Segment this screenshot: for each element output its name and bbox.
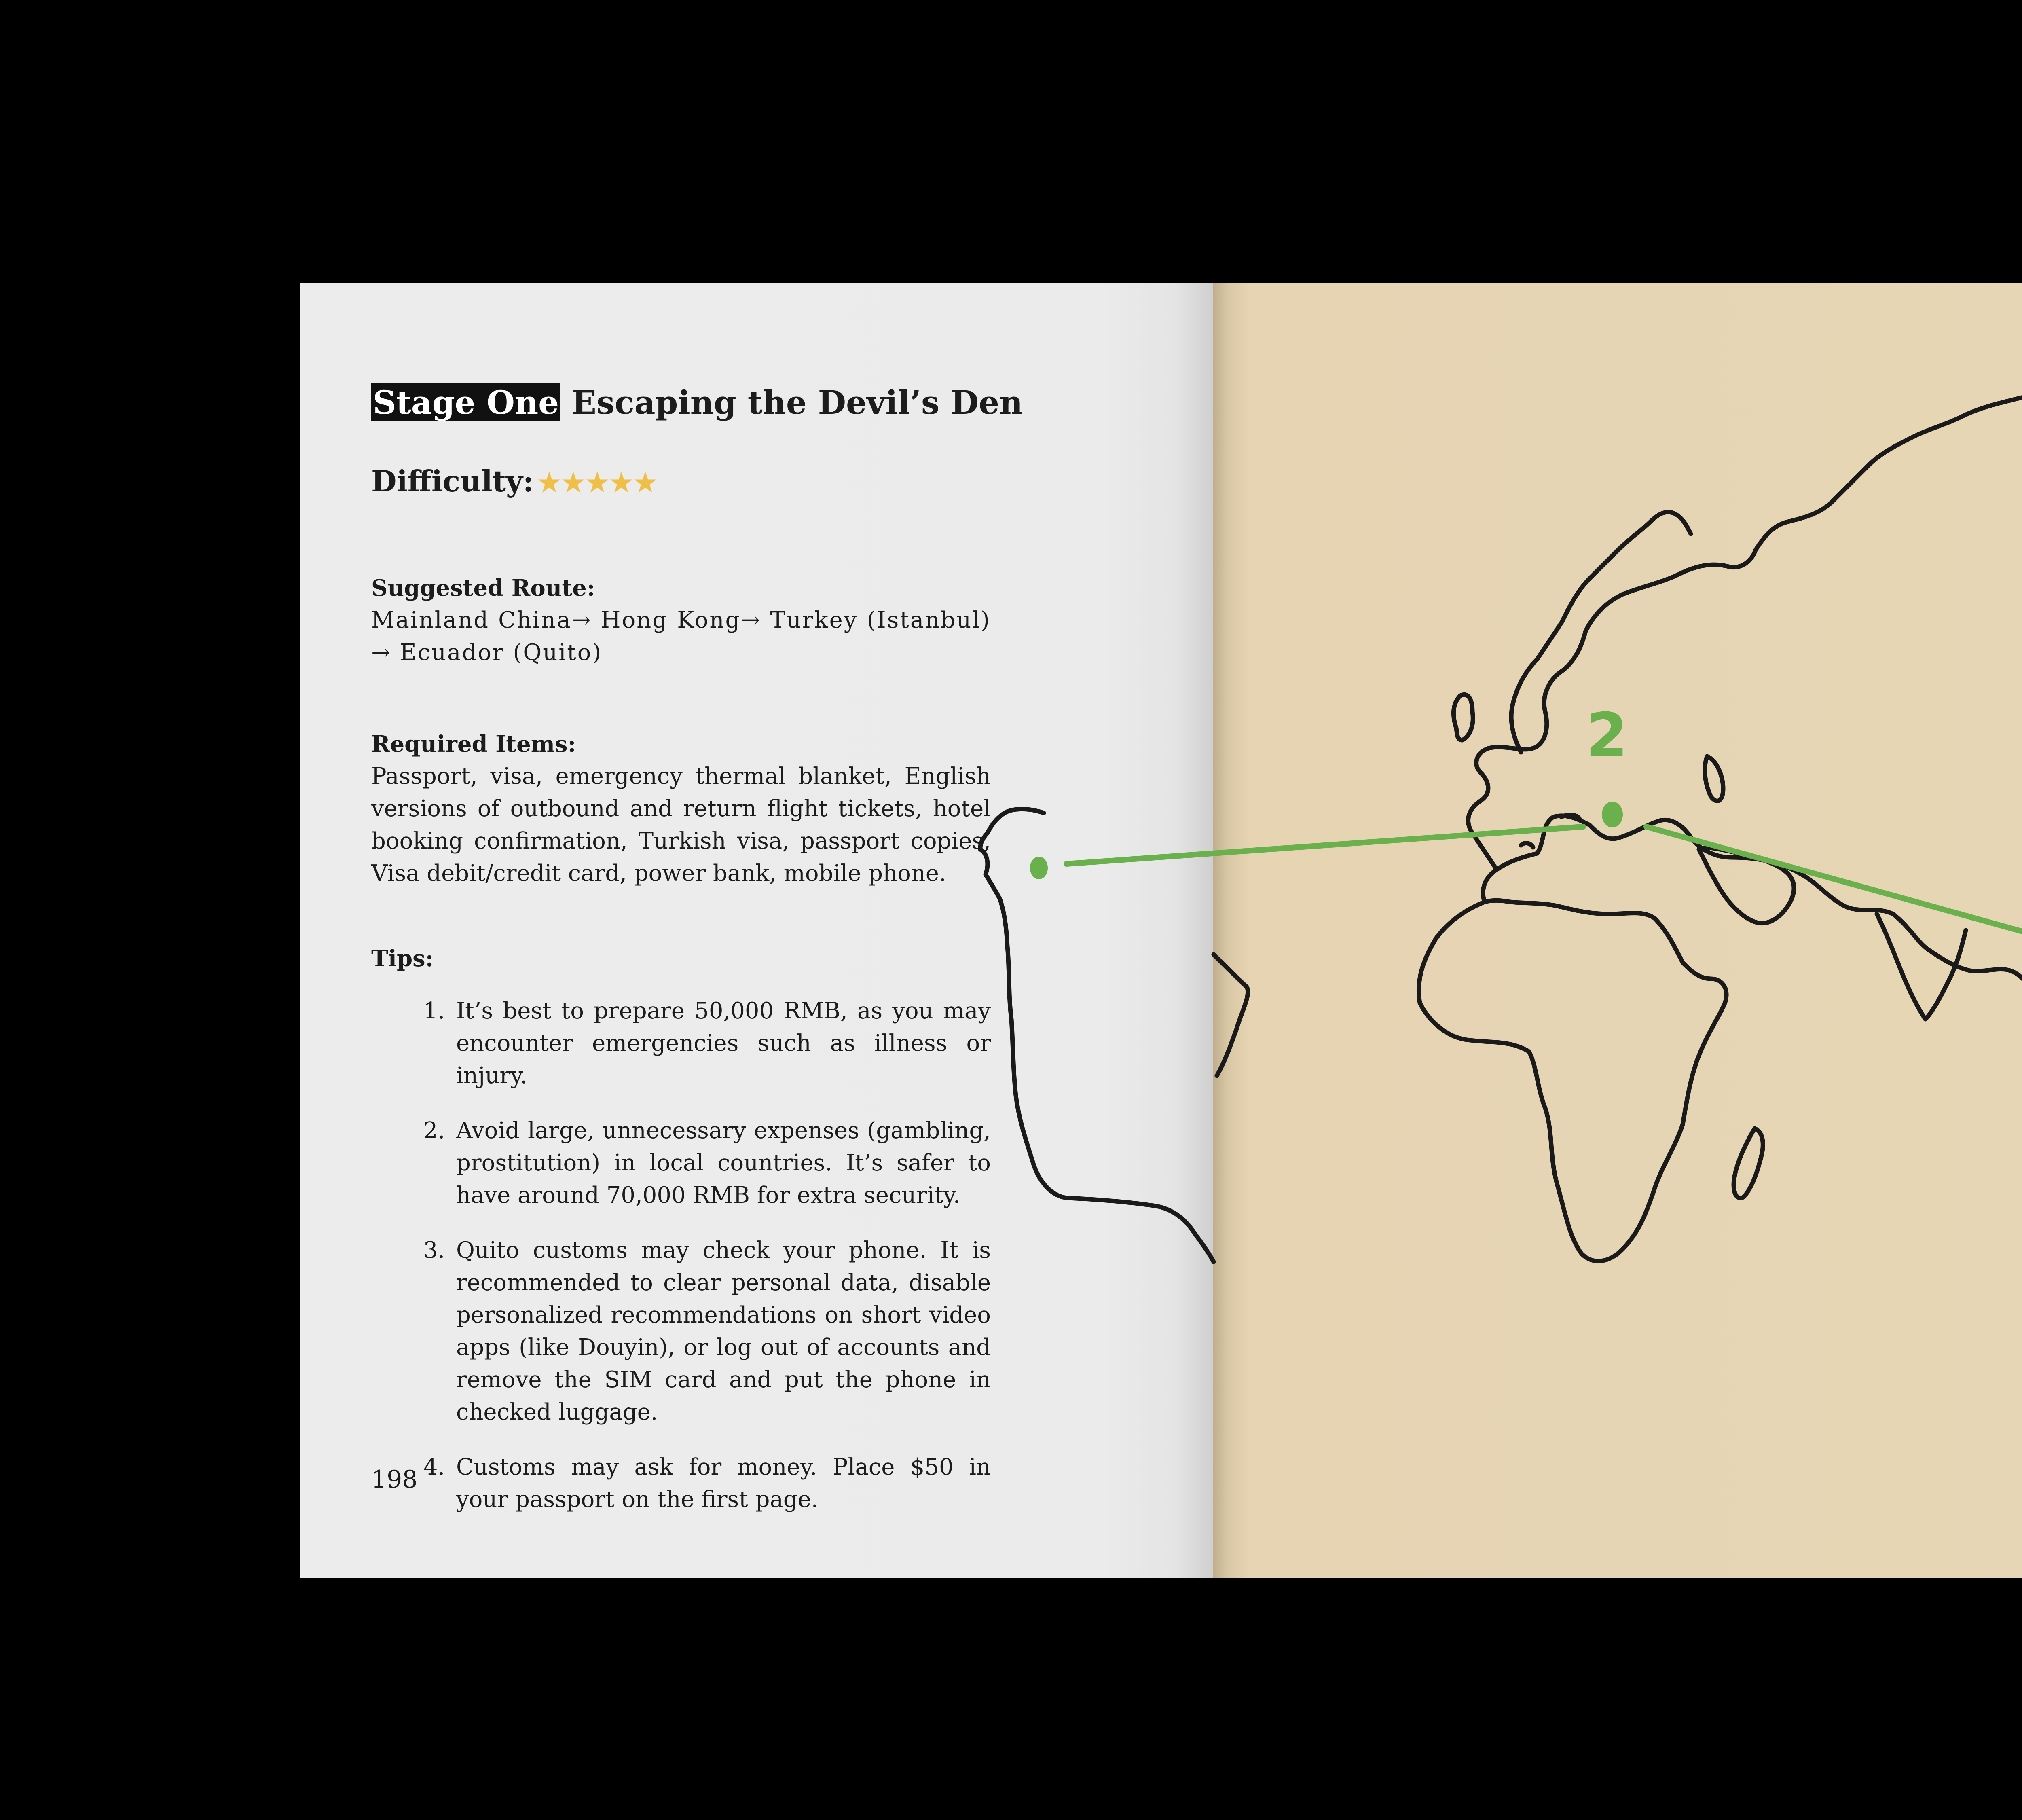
tip-item: 1. It’s best to prepare 50,000 RMB, as you may encounter emergencies such as illness or injury.: [452, 995, 991, 1092]
caspian-sea-outline: [1705, 756, 1723, 801]
page-title: [371, 380, 1023, 425]
route-line-china-istanbul: [1646, 827, 2022, 939]
route-text: Mainland China→ Hong Kong→ Turkey (Istanbul) → Ecuador (Quito): [371, 607, 991, 666]
route-marker-quito: [1030, 857, 1048, 879]
page-number: 198: [371, 1465, 418, 1494]
south-america-outline: [980, 809, 1214, 1262]
route-label: Suggested Route:: [371, 575, 595, 601]
tip-item: 4. Customs may ask for money. Place $50 in your passport on the first page.: [452, 1451, 991, 1516]
difficulty-stars: ★★★★★: [537, 468, 658, 498]
map-marker-number-2: 2: [1586, 700, 1628, 771]
items-text: Passport, visa, emergency thermal blanket, English versions of outbound and return flight tickets, hotel booking confirmation, Turkish visa, passport copies, Visa debit/credit card, power bank, mobile phone.: [371, 763, 991, 887]
tips-section: [371, 942, 991, 1539]
tip-item: 2. Avoid large, unnecessary expenses (gambling, prostitution) in local countries. It’s safer to have around 70,000 RMB for extra security.: [452, 1115, 991, 1212]
stage-title: Escaping the Devil’s Den: [571, 383, 1023, 421]
difficulty-row: [371, 461, 658, 503]
madagascar-outline: [1734, 1128, 1763, 1198]
tip-item: 3. Quito customs may check your phone. It is recommended to clear personal data, disable personalized recommendations on short video apps (like Douyin), or log out of accounts and remove the SIM card and put the phone in checked luggage.: [452, 1234, 991, 1428]
route-line-istanbul-quito: [1066, 827, 1583, 864]
south-america-east-coast: [1214, 954, 1248, 1076]
items-label: Required Items:: [371, 731, 576, 758]
europe-north-outline: [1468, 376, 2022, 870]
great-britain-outline: [1453, 694, 1473, 740]
route-marker-istanbul: [1602, 802, 1623, 827]
difficulty-label: Difficulty:: [371, 464, 534, 498]
africa-outline: [1419, 900, 1726, 1261]
eurasia-outline: [1483, 816, 2022, 1116]
tips-label: Tips:: [371, 945, 434, 972]
items-section: [371, 728, 991, 890]
stage-tag: Stage One: [371, 383, 560, 421]
route-section: [371, 572, 991, 669]
book-spread: [300, 283, 2022, 1578]
tips-list: [371, 995, 991, 1516]
